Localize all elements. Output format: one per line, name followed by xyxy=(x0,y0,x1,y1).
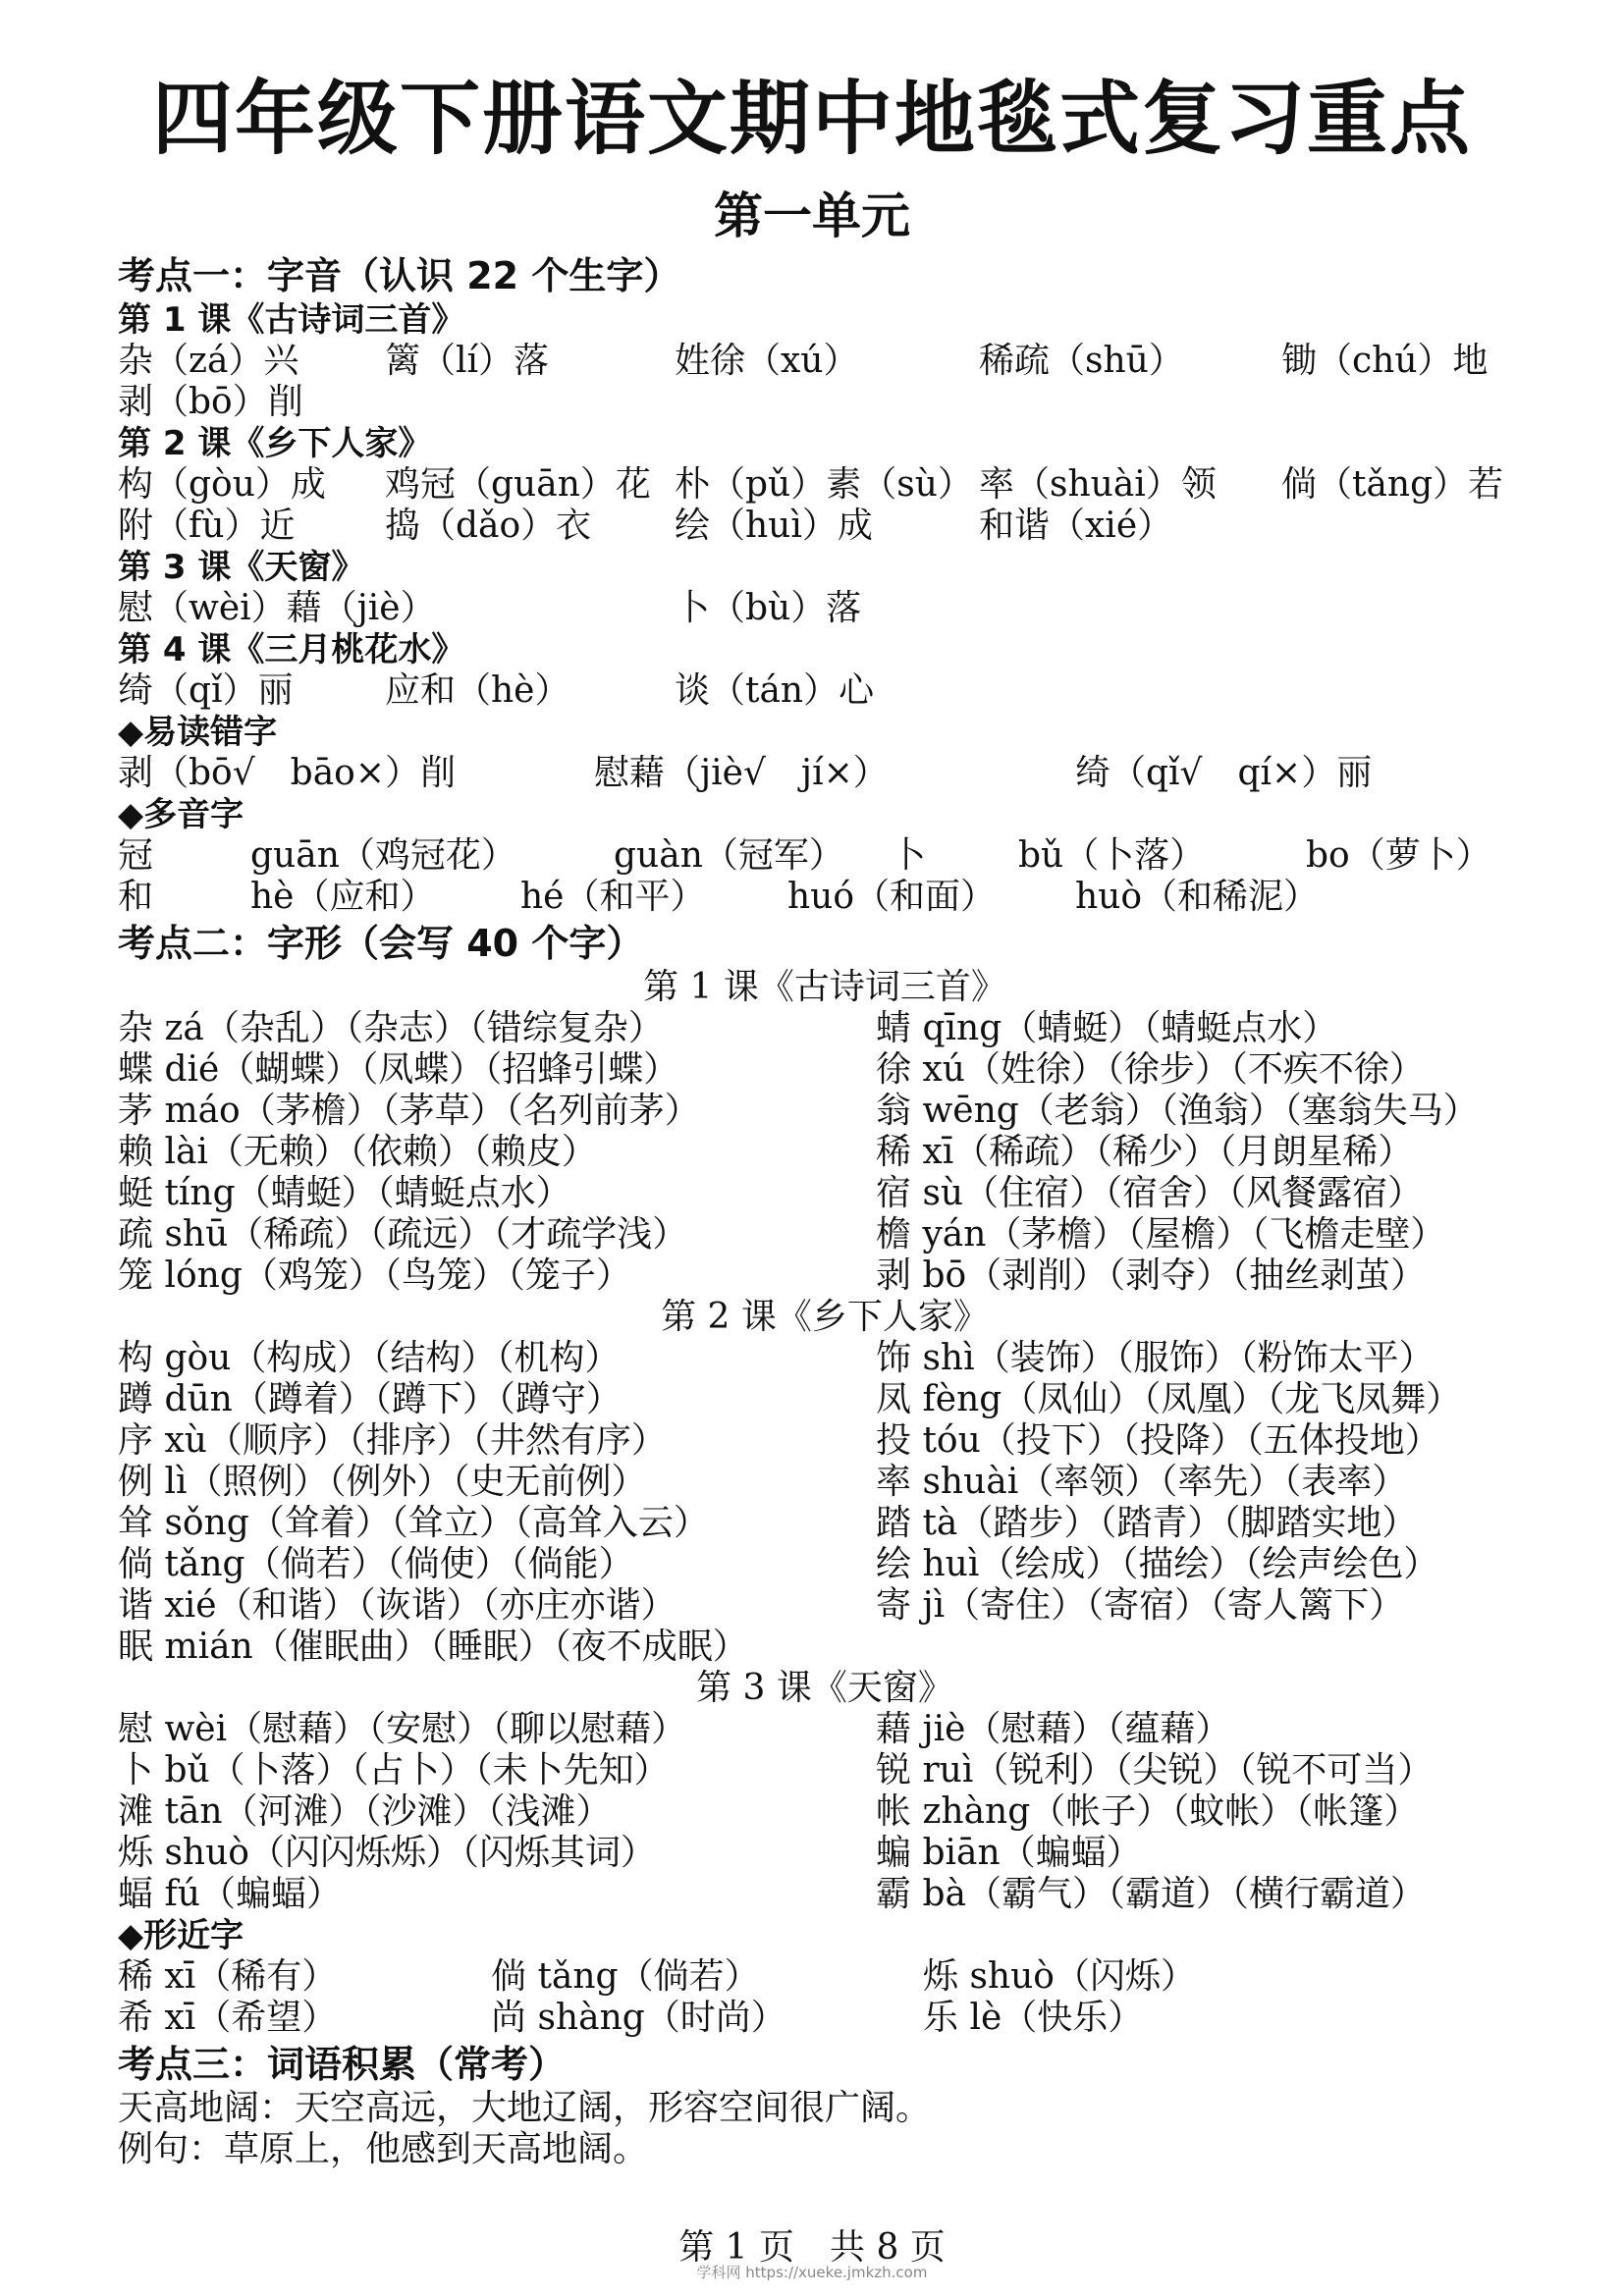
row-item: 卜（bù）落 xyxy=(675,588,862,628)
row-item: 慰藉（jiè√ jí×） xyxy=(594,753,889,793)
pinyin-row xyxy=(118,670,1532,712)
character-row xyxy=(118,1420,1532,1462)
row-item: 霸 bà（霸气）（霸道）（横行霸道） xyxy=(876,1874,1426,1914)
row-item: 篱（lí）落 xyxy=(385,341,550,381)
row-item: 剥（bō√ bāo×）削 xyxy=(118,753,457,793)
row-item: 蝠 fú（蝙蝠） xyxy=(118,1874,342,1914)
row-item: 杂（zá）兴 xyxy=(118,341,299,381)
row-item: 构（gòu）成 xyxy=(118,464,326,505)
row-item: guàn（冠军） xyxy=(614,835,844,876)
row-item: 稀 xī（稀有） xyxy=(118,1956,338,1997)
lesson-title: 第 3 课《天窗》 xyxy=(118,548,365,587)
character-row xyxy=(118,1791,1532,1833)
row-item: 稀 xī（稀疏）（稀少）（月朗星稀） xyxy=(876,1132,1414,1172)
unit-title: 第一单元 xyxy=(714,187,910,244)
lesson-title: 第 3 课《天窗》 xyxy=(696,1668,953,1708)
character-row xyxy=(118,1874,1532,1915)
row-item: 翁 wēng（老翁）（渔翁）（塞翁失马） xyxy=(876,1091,1479,1131)
section-heading: 考点三：词语积累（常考） xyxy=(118,2043,567,2086)
row-item: bǔ（卜落） xyxy=(1018,835,1206,876)
row-item: 徐 xú（姓徐）（徐步）（不疾不徐） xyxy=(876,1049,1425,1090)
row-item: bo（萝卜） xyxy=(1306,835,1491,876)
character-row xyxy=(118,1709,1532,1750)
row-item: 凤 fèng（凤仙）（凤凰）（龙飞凤舞） xyxy=(876,1379,1462,1419)
polyphone-row xyxy=(118,835,1532,877)
character-row xyxy=(118,1503,1532,1544)
section-heading: 考点二：字形（会写 40 个字） xyxy=(118,922,644,965)
row-item: 绮（qǐ√ qí×）丽 xyxy=(1075,753,1373,793)
row-item: 卜 bǔ（卜落）（占卜）（未卜先知） xyxy=(118,1750,670,1790)
row-item: 蝙 biān（蝙蝠） xyxy=(876,1833,1142,1873)
row-item: 尚 shàng（时尚） xyxy=(491,1998,786,2038)
row-item: 踏 tà（踏步）（踏青）（脚踏实地） xyxy=(876,1503,1418,1543)
row-item: 宿 sù（住宿）（宿舍）（风餐露宿） xyxy=(876,1173,1424,1213)
row-item: 烁 shuò（闪闪烁烁）（闪烁其词） xyxy=(118,1833,656,1873)
section-heading: 考点一：字音（认识 22 个生字） xyxy=(118,254,681,297)
row-item: 绮（qǐ）丽 xyxy=(118,670,294,711)
character-row xyxy=(118,1544,1532,1585)
character-row xyxy=(118,1627,1532,1668)
row-item: 乐 lè（快乐） xyxy=(923,1998,1144,2038)
row-item: 希 xī（希望） xyxy=(118,1998,338,2038)
row-item: 蜓 tíng（蜻蜓）（蜻蜓点水） xyxy=(118,1173,571,1213)
polyphone-row xyxy=(118,877,1532,918)
row-item: 笼 lóng（鸡笼）（鸟笼）（笼子） xyxy=(118,1255,631,1296)
character-row xyxy=(118,1255,1532,1297)
row-item: 杂 zá（杂乱）（杂志）（错综复杂） xyxy=(118,1008,664,1048)
row-item: 剥（bō）削 xyxy=(118,382,303,422)
row-item: 赖 lài（无赖）（依赖）（赖皮） xyxy=(118,1132,597,1172)
row-item: 帐 zhàng（帐子）（蚊帐）（帐篷） xyxy=(876,1791,1420,1832)
character-row xyxy=(118,1008,1532,1049)
row-item: 蜻 qīng（蜻蜓）（蜻蜓点水） xyxy=(876,1008,1338,1048)
row-item: 茅 máo（茅檐）（茅草）（名列前茅） xyxy=(118,1091,700,1131)
row-item: 构 gòu（构成）（结构）（机构） xyxy=(118,1338,621,1378)
character-row xyxy=(118,1750,1532,1791)
row-item: 眠 mián（催眠曲）（睡眠）（夜不成眠） xyxy=(118,1627,748,1667)
character-row xyxy=(118,1833,1532,1874)
character-row xyxy=(118,1214,1532,1255)
lesson-title: 第 2 课《乡下人家》 xyxy=(661,1297,989,1337)
row-item: huó（和面） xyxy=(787,877,997,917)
similar-row xyxy=(118,1956,1532,1998)
row-item: 蝶 dié（蝴蝶）（凤蝶）（招蜂引蝶） xyxy=(118,1049,679,1090)
row-item: 谐 xié（和谐）（诙谐）（亦庄亦谐） xyxy=(118,1585,677,1626)
row-item: 藉 jiè（慰藉）（蕴藉） xyxy=(876,1709,1231,1749)
row-item: 耸 sǒng（耸着）（耸立）（高耸入云） xyxy=(118,1503,709,1543)
row-item: 投 tóu（投下）（投降）（五体投地） xyxy=(876,1420,1440,1461)
pinyin-row xyxy=(118,588,1532,629)
row-item: hè（应和） xyxy=(250,877,436,917)
row-item: 附（fù）近 xyxy=(118,506,296,546)
document-body xyxy=(118,250,1532,2170)
character-row xyxy=(118,1462,1532,1503)
row-item: 例 lì（照例）（例外）（史无前例） xyxy=(118,1462,647,1502)
pinyin-row xyxy=(118,341,1532,382)
row-item: 绘 huì（绘成）（描绘）（绘声绘色） xyxy=(876,1544,1439,1584)
row-item: 倘 tǎng（倘若） xyxy=(491,1956,760,1997)
row-item: 和谐（xié） xyxy=(979,506,1173,546)
row-item: 烁 shuò（闪烁） xyxy=(923,1956,1196,1997)
character-row xyxy=(118,1379,1532,1420)
watermark: 学科网 https://xueke.jmkzh.com xyxy=(696,2264,928,2281)
row-item: 饰 shì（装饰）（服饰）（粉饰太平） xyxy=(876,1338,1435,1378)
character-row xyxy=(118,1091,1532,1132)
row-item: 檐 yán（茅檐）（屋檐）（飞檐走壁） xyxy=(876,1214,1446,1255)
subsection-heading: ◆形近字 xyxy=(118,1916,244,1955)
lesson-title: 第 1 课《古诗词三首》 xyxy=(643,967,1006,1007)
row-item: 疏 shū（稀疏）（疏远）（才疏学浅） xyxy=(118,1214,688,1255)
row-item: guān（鸡冠花） xyxy=(250,835,516,876)
row-item: 捣（dǎo）衣 xyxy=(385,506,592,546)
subsection-heading: ◆易读错字 xyxy=(118,713,278,752)
page-number: 第 1 页 共 8 页 xyxy=(678,2227,946,2268)
row-item: 稀疏（shū） xyxy=(979,341,1184,381)
row-item: 剥 bō（剥削）（剥夺）（抽丝剥茧） xyxy=(876,1255,1427,1296)
character-row xyxy=(118,1585,1532,1627)
character-row xyxy=(118,1132,1532,1173)
row-item: 慰（wèi）藉（jiè） xyxy=(118,588,436,628)
pinyin-row xyxy=(118,506,1532,547)
row-item: 绘（huì）成 xyxy=(675,506,873,546)
row-item: 锐 ruì（锐利）（尖锐）（锐不可当） xyxy=(876,1750,1434,1790)
pinyin-row xyxy=(118,464,1532,506)
row-item: 滩 tān（河滩）（沙滩）（浅滩） xyxy=(118,1791,612,1832)
row-item: 率（shuài）领 xyxy=(979,464,1217,505)
vocabulary-line: 天高地阔：天空高远，大地辽阔，形容空间很广阔。 xyxy=(118,2088,932,2128)
row-item: 卜 xyxy=(891,835,927,876)
row-item: 锄（chú）地 xyxy=(1281,341,1489,381)
row-item: 和 xyxy=(118,877,154,917)
row-item: 姓徐（xú） xyxy=(675,341,859,381)
row-item: hé（和平） xyxy=(520,877,706,917)
row-item: 应和（hè） xyxy=(385,670,570,711)
similar-row xyxy=(118,1998,1532,2039)
row-item: 冠 xyxy=(118,835,154,876)
character-row xyxy=(118,1173,1532,1214)
row-item: 朴（pǔ）素（sù） xyxy=(675,464,973,505)
vocabulary-line: 例句：草原上，他感到天高地阔。 xyxy=(118,2129,649,2169)
pinyin-row xyxy=(118,382,1532,423)
row-item: 率 shuài（率领）（率先）（表率） xyxy=(876,1462,1408,1502)
row-item: 倘 tǎng（倘若）（倘使）（倘能） xyxy=(118,1544,634,1584)
character-row xyxy=(118,1338,1532,1379)
row-item: 寄 jì（寄住）（寄宿）（寄人篱下） xyxy=(876,1585,1405,1626)
lesson-title: 第 2 课《乡下人家》 xyxy=(118,424,432,463)
row-item: 蹲 dūn（蹲着）（蹲下）（蹲守） xyxy=(118,1379,622,1419)
row-item: huò（和稀泥） xyxy=(1075,877,1320,917)
lesson-title: 第 1 课《古诗词三首》 xyxy=(118,300,465,340)
lesson-title: 第 4 课《三月桃花水》 xyxy=(118,630,465,669)
character-row xyxy=(118,1049,1532,1091)
row-item: 倘（tǎng）若 xyxy=(1281,464,1504,505)
row-item: 谈（tán）心 xyxy=(675,670,875,711)
row-item: 序 xù（顺序）（排序）（井然有序） xyxy=(118,1420,667,1461)
easy-wrong-row xyxy=(118,753,1532,794)
subsection-heading: ◆多音字 xyxy=(118,795,244,834)
page-title: 四年级下册语文期中地毯式复习重点 xyxy=(151,73,1472,166)
row-item: 鸡冠（guān）花 xyxy=(385,464,651,505)
row-item: 慰 wèi（慰藉）（安慰）（聊以慰藉） xyxy=(118,1709,687,1749)
